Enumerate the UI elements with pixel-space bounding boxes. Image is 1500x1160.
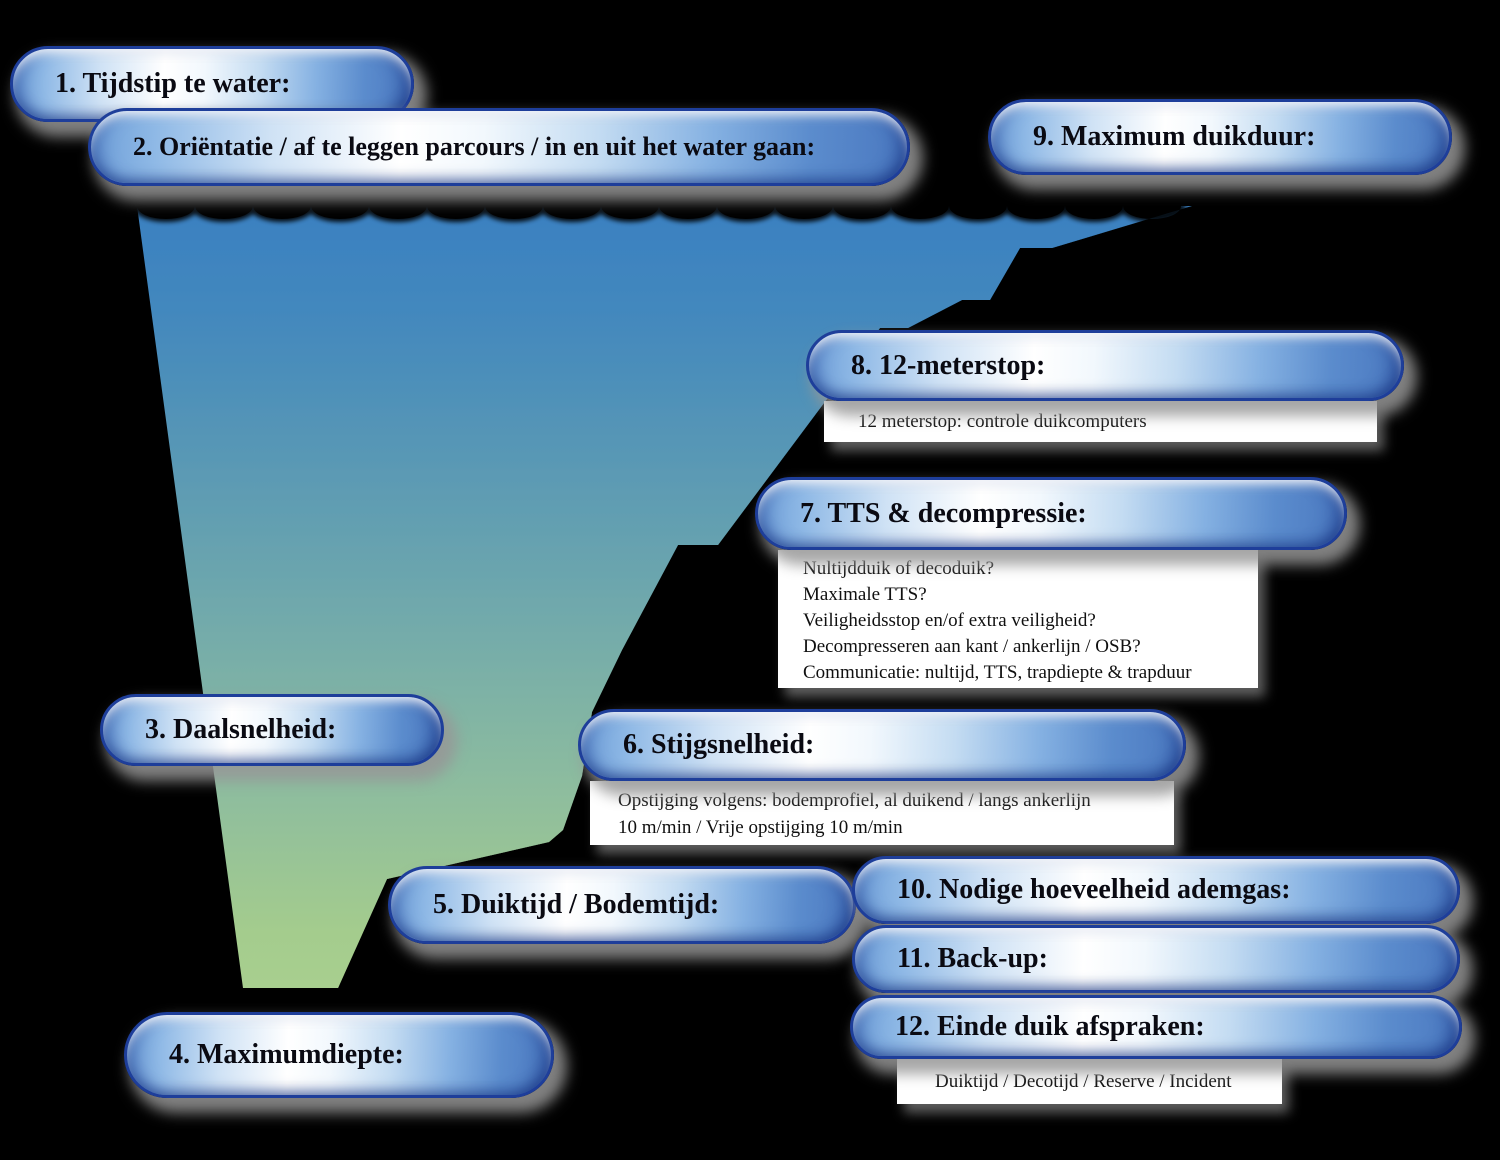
note-line: Veiligheidsstop en/of extra veiligheid?	[803, 610, 1096, 631]
pill-12-meterstop	[806, 330, 1404, 401]
pill-orientatie-parcours	[88, 108, 910, 186]
pill-daalsnelheid	[100, 694, 444, 766]
note-12-meterstop	[824, 401, 1377, 442]
pill-label: 12. Einde duik afspraken:	[895, 1011, 1205, 1042]
pill-tts-decompressie	[755, 477, 1347, 550]
note-line: Maximale TTS?	[803, 584, 927, 605]
pill-stijgsnelheid	[578, 709, 1186, 781]
note-einde-duik	[897, 1059, 1282, 1104]
note-line: Nultijdduik of decoduik?	[803, 558, 995, 579]
pill-label: 5. Duiktijd / Bodemtijd:	[433, 889, 720, 920]
note-tts-decompressie	[778, 550, 1258, 688]
pill-duiktijd-bodemtijd	[388, 866, 856, 944]
pill-maximum-duikduur	[988, 99, 1452, 175]
pill-label: 4. Maximumdiepte:	[169, 1039, 404, 1070]
note-line: Duiktijd / Decotijd / Reserve / Incident	[935, 1071, 1232, 1092]
pill-ademgas	[852, 856, 1460, 924]
pill-label: 6. Stijgsnelheid:	[623, 729, 815, 760]
note-line: 10 m/min / Vrije opstijging 10 m/min	[618, 817, 903, 838]
exit-arrow-icon	[1216, 172, 1266, 220]
pill-label: 7. TTS & decompressie:	[800, 497, 1087, 529]
pill-einde-duik-afspraken	[850, 995, 1462, 1059]
note-line: Communicatie: nultijd, TTS, trapdiepte & trapduur	[803, 662, 1192, 683]
note-line: Opstijging volgens: bodemprofiel, al duikend / langs ankerlijn	[618, 790, 1091, 811]
pill-label: 10. Nodige hoeveelheid ademgas:	[897, 874, 1291, 905]
pill-label: 2. Oriëntatie / af te leggen parcours / in en uit het water gaan:	[133, 132, 816, 161]
pill-maximumdiepte	[124, 1012, 554, 1098]
pill-label: 8. 12-meterstop:	[851, 349, 1046, 381]
pill-label: 3. Daalsnelheid:	[145, 714, 337, 745]
note-line: Decompresseren aan kant / ankerlijn / OSB?	[803, 636, 1141, 657]
note-line: 12 meterstop: controle duikcomputers	[858, 411, 1147, 432]
pill-backup	[852, 925, 1460, 993]
note-stijgsnelheid	[590, 781, 1174, 845]
pill-label: 1. Tijdstip te water:	[55, 68, 291, 99]
pill-label: 9. Maximum duikduur:	[1033, 121, 1316, 152]
pill-label: 11. Back-up:	[897, 943, 1048, 974]
